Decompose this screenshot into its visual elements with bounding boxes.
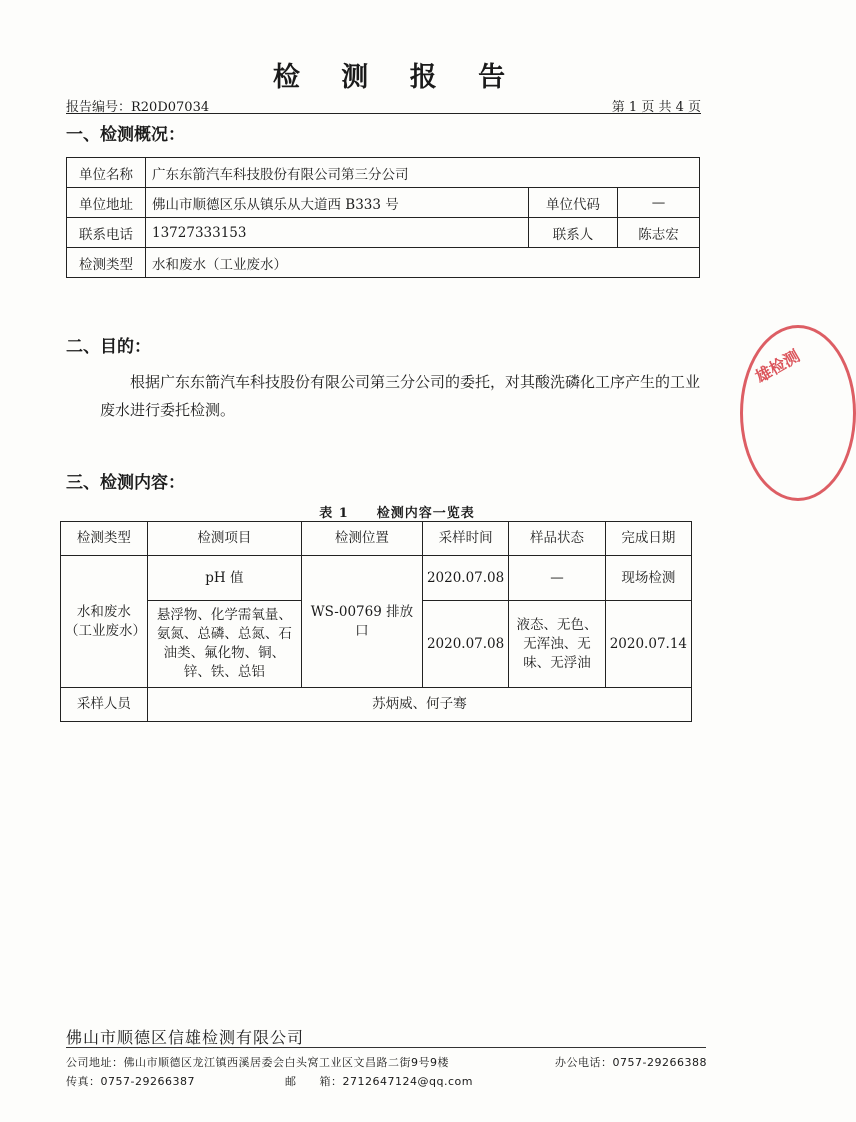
table-row (61, 556, 692, 601)
purpose-text: 根据广东东箭汽车科技股份有限公司第三分公司的委托，对其酸洗磷化工序产生的工业废水进行委托检测。 (100, 373, 701, 419)
footer-email: 邮 箱：2712647124@qq.com (285, 1075, 473, 1088)
sampler-value: 苏炳威、何子骞 (147, 688, 691, 722)
done-cell: 2020.07.14 (605, 601, 691, 688)
overview-table (66, 157, 700, 278)
header-cell: 检测位置 (301, 522, 422, 556)
phone-label: 联系电话 (67, 218, 146, 248)
header-cell: 检测项目 (147, 522, 301, 556)
unit-code-value: — (618, 188, 700, 218)
header-cell: 检测类型 (61, 522, 148, 556)
report-title: 检 测 报 告 (272, 62, 522, 93)
unit-code-label: 单位代码 (529, 188, 618, 218)
table-row (67, 218, 700, 248)
unit-address-value: 佛山市顺德区乐从镇乐从大道西 B333 号 (146, 188, 529, 218)
done-cell: 现场检测 (605, 556, 691, 601)
header-cell: 样品状态 (509, 522, 605, 556)
footer-company: 佛山市顺德区信雄检测有限公司 (66, 1028, 305, 1047)
table-caption: 表 1 检测内容一览表 (319, 506, 475, 521)
page-indicator: 第 1 页 共 4 页 (611, 100, 701, 115)
section2-heading: 二、目的： (66, 337, 151, 357)
header-cell: 完成日期 (605, 522, 691, 556)
unit-name-value: 广东东箭汽车科技股份有限公司第三分公司 (146, 158, 700, 188)
sampler-label: 采样人员 (61, 688, 148, 722)
header-rule (66, 113, 701, 114)
footer-office-phone: 办公电话：0757-29266388 (555, 1056, 707, 1069)
section1-heading: 一、检测概况： (66, 125, 185, 145)
item-cell: 悬浮物、化学需氧量、氨氮、总磷、总氮、石油类、氟化物、铜、锌、铁、总铝 (147, 601, 301, 688)
section3-heading: 三、检测内容： (66, 473, 185, 493)
time-cell: 2020.07.08 (422, 556, 508, 601)
stamp-text: 雄检测 (751, 346, 804, 387)
content-table (60, 521, 692, 722)
state-cell: — (509, 556, 605, 601)
test-type-value: 水和废水（工业废水） (146, 248, 700, 278)
test-type-label: 检测类型 (67, 248, 146, 278)
table-row (67, 248, 700, 278)
footer-address: 公司地址：佛山市顺德区龙江镇西溪居委会白头窝工业区文昌路二街9号9楼 (66, 1056, 449, 1069)
report-number: 报告编号：R20D07034 (66, 100, 210, 115)
phone-value: 13727333153 (146, 218, 529, 248)
type-cell: 水和废水 （工业废水） (61, 556, 148, 688)
table-row (61, 688, 692, 722)
unit-name-label: 单位名称 (67, 158, 146, 188)
header-cell: 采样时间 (422, 522, 508, 556)
red-seal-stamp (740, 325, 856, 501)
item-cell: pH 值 (147, 556, 301, 601)
footer-fax: 传真：0757-29266387 (66, 1075, 195, 1088)
contact-label: 联系人 (529, 218, 618, 248)
table-header-row (61, 522, 692, 556)
footer-rule (66, 1047, 706, 1048)
table-row (67, 158, 700, 188)
state-cell: 液态、无色、无浑浊、无味、无浮油 (509, 601, 605, 688)
table-row (67, 188, 700, 218)
contact-value: 陈志宏 (618, 218, 700, 248)
unit-address-label: 单位地址 (67, 188, 146, 218)
location-cell: WS-00769 排放口 (301, 556, 422, 688)
time-cell: 2020.07.08 (422, 601, 508, 688)
